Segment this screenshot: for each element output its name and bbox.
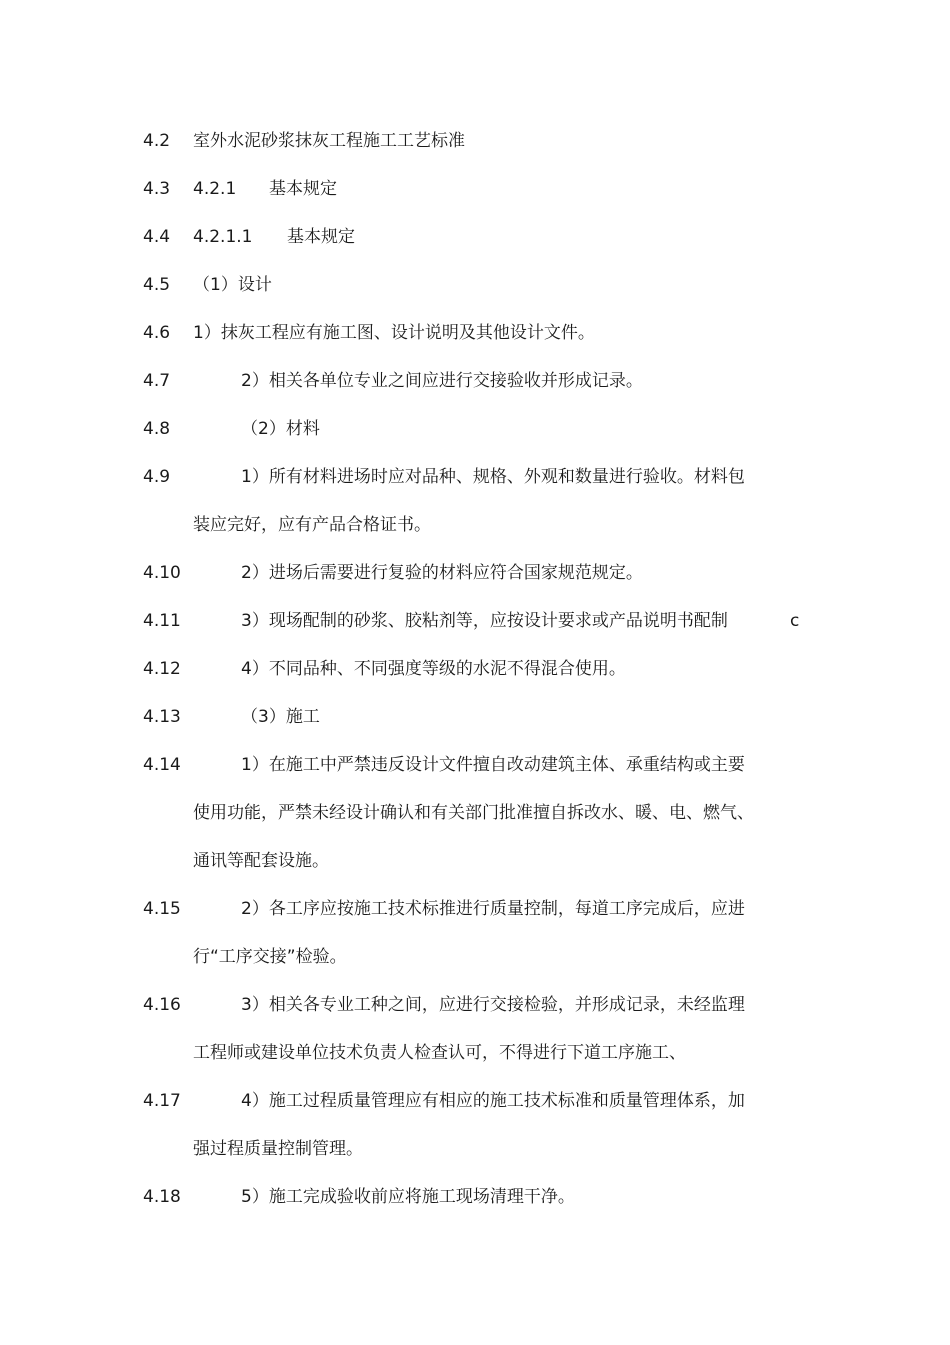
paragraph-text: 4）施工过程质量管理应有相应的施工技术标准和质量管理体系，加 [241, 1091, 745, 1111]
subsection-number: 4.2.1 [193, 179, 237, 199]
paragraph-text: （3）施工 [241, 707, 320, 727]
paragraph-text: 1）所有材料进场时应对品种、规格、外观和数量进行验收。材料包 [241, 467, 745, 487]
subsection-title: 基本规定 [269, 179, 337, 199]
line-number: 4.7 [143, 371, 171, 391]
paragraph-text: 1）抹灰工程应有施工图、设计说明及其他设计文件。 [193, 323, 595, 343]
paragraph-text: 5）施工完成验收前应将施工现场清理干净。 [241, 1187, 575, 1207]
line-number: 4.18 [143, 1187, 181, 1207]
subsection-title: 基本规定 [287, 227, 355, 247]
line-number: 4.10 [143, 563, 181, 583]
subsection-number: 4.2.1.1 [193, 227, 253, 247]
paragraph-text: 3）现场配制的砂浆、胶粘剂等，应按设计要求或产品说明书配制 [241, 611, 728, 631]
line-number: 4.6 [143, 323, 171, 343]
line-number: 4.13 [143, 707, 181, 727]
line-number: 4.4 [143, 227, 171, 247]
paragraph-continuation: 装应完好，应有产品合格证书。 [193, 515, 431, 535]
line-number: 4.8 [143, 419, 171, 439]
line-number: 4.2 [143, 131, 171, 151]
paragraph-text: 2）各工序应按施工技术标推进行质量控制，每道工序完成后，应进 [241, 899, 745, 919]
paragraph-text: 2）相关各单位专业之间应进行交接验收并形成记录。 [241, 371, 643, 391]
line-number: 4.14 [143, 755, 181, 775]
paragraph-continuation: 工程师或建设单位技术负责人检查认可，不得进行下道工序施工、 [193, 1043, 686, 1063]
line-number: 4.12 [143, 659, 181, 679]
paragraph-continuation: 强过程质量控制管理。 [193, 1139, 363, 1159]
paragraph-text: 2）进场后需要进行复验的材料应符合国家规范规定。 [241, 563, 643, 583]
paragraph-text: （1）设计 [193, 275, 272, 295]
line-number: 4.17 [143, 1091, 181, 1111]
line-number: 4.5 [143, 275, 171, 295]
line-number: 4.16 [143, 995, 181, 1015]
paragraph-continuation: 使用功能，严禁未经设计确认和有关部门批准擅自拆改水、暖、电、燃气、 [193, 803, 754, 823]
paragraph-text: 1）在施工中严禁违反设计文件擅自改动建筑主体、承重结构或主要 [241, 755, 745, 775]
line-number: 4.11 [143, 611, 181, 631]
line-number: 4.15 [143, 899, 181, 919]
line-number: 4.9 [143, 467, 171, 487]
paragraph-text: 4）不同品种、不同强度等级的水泥不得混合使用。 [241, 659, 626, 679]
paragraph-continuation: 行“工序交接”检验。 [193, 947, 347, 967]
trailing-char: c [790, 611, 800, 631]
paragraph-text: 3）相关各专业工种之间，应进行交接检验，并形成记录，未经监理 [241, 995, 745, 1015]
line-number: 4.3 [143, 179, 171, 199]
section-title: 室外水泥砂浆抹灰工程施工工艺标准 [193, 131, 465, 151]
paragraph-continuation: 通讯等配套设施。 [193, 851, 329, 871]
paragraph-text: （2）材料 [241, 419, 320, 439]
